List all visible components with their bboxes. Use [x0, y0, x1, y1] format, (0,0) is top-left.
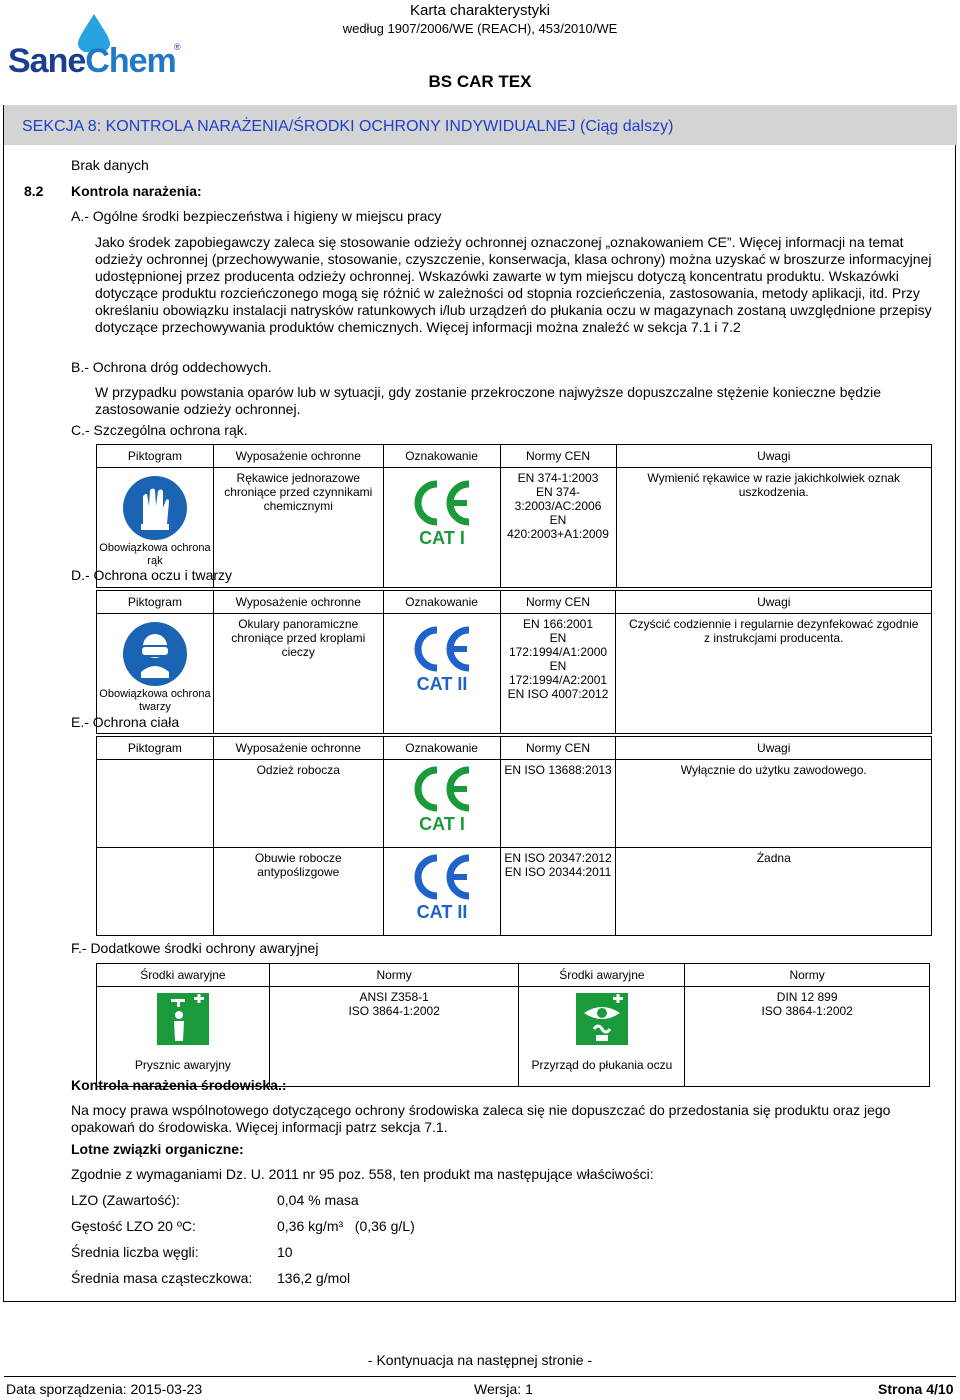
paragraph-a: Jako środek zapobiegawczy zaleca się stosowanie odzieży ochronnej oznaczonej „oznakowaniem CE”. Więcej informacji na temat odzieży ochronnej (przechowywanie, stosowanie, czyszczenie, konserwacja, klasa ochrony) można uzyskać w broszurze informacyjnej udostępnionej przez producenta odzieży ochronnej. Wskazówki zawarte w tym miejscu dotyczą koncentratu produktu. Wskazówki dotyczące produktu rozcieńczonego mogą się różnić w zależności od stopnia rozcieńczenia, zastosowania, metody aplikacji, itd. Przy określaniu obowiązku instalacji natrysków ratunkowych i/lub urządzeń do płukania oczu w magazynach zostaną uwzględnione przepisy dotyczące przechowywania produktów chemicznych. Więcej informacji można znaleźć w sekcja 7.1 i 7.2	[95, 234, 932, 335]
continuation-note: - Kontynuacja na następnej stronie -	[367, 1352, 593, 1368]
footwear-norms: EN ISO 20347:2012 EN ISO 20344:2011	[504, 851, 612, 879]
hand-remarks: Wymienić rękawice w razie jakichkolwiek oznak uszkodzenia.	[647, 471, 901, 499]
shower-label: Prysznic awaryjny	[134, 1058, 231, 1072]
eye-remarks: Czyścić codziennie i regularnie dezynfekować zgodnie z instrukcjami producenta.	[628, 617, 919, 645]
logo-registered-mark: ®	[174, 42, 181, 52]
voc-title: Lotne związki organiczne:	[71, 1141, 244, 1157]
product-name: BS CAR TEX	[428, 72, 532, 91]
eyewash-label: Przyrząd do płukania oczu	[531, 1058, 673, 1072]
table-row	[97, 760, 932, 848]
table-row	[97, 848, 932, 936]
heading-a: A.- Ogólne środki bezpieczeństwa i higieny w miejscu pracy	[71, 208, 442, 224]
footer-divider	[4, 1376, 956, 1377]
emergency-shower-icon	[157, 993, 209, 1045]
eye-protection-table	[96, 590, 932, 734]
no-data: Brak danych	[71, 157, 149, 173]
col-emergency-measure: Środki awaryjne	[97, 964, 270, 987]
hand-cat-label: CAT I	[418, 528, 465, 548]
body-cat-label: CAT I	[418, 814, 465, 834]
body-remarks: Wyłącznie do użytku zawodowego.	[680, 763, 867, 777]
eyewash-cell	[519, 987, 685, 1087]
col-emergency-norms-2: Normy	[685, 964, 930, 987]
ce-cat-ii-icon	[411, 852, 473, 922]
prop-value: 10	[277, 1244, 293, 1260]
col-norms: Normy CEN	[500, 445, 616, 468]
col-norms: Normy CEN	[500, 737, 616, 760]
footer-version: Wersja: 1	[474, 1381, 533, 1397]
shower-cell	[97, 987, 270, 1087]
document-title: Karta charakterystyki	[409, 2, 551, 19]
col-remarks: Uwagi	[616, 591, 932, 614]
gloves-icon	[123, 476, 187, 540]
prop-label: Średnia masa cząsteczkowa:	[71, 1270, 253, 1286]
footwear-equipment: Obuwie robocze antypoślizgowe	[254, 851, 342, 879]
section-header	[4, 105, 957, 145]
col-pictogram: Piktogram	[97, 445, 214, 468]
footwear-ce-mark	[383, 848, 500, 936]
heading-f: F.- Dodatkowe środki ochrony awaryjnej	[71, 940, 319, 956]
prop-value: 0,04 % masa	[277, 1192, 359, 1208]
hand-pictogram-label: Obowiązkowa ochrona rąk	[99, 542, 211, 567]
prop-label: LZO (Zawartość):	[71, 1192, 180, 1208]
hand-equipment: Rękawice jednorazowe chroniące przed czynnikami chemicznymi	[224, 471, 373, 513]
face-shield-icon	[123, 622, 187, 686]
col-norms: Normy CEN	[500, 591, 616, 614]
footer-page: Strona 4/10	[878, 1381, 954, 1397]
body-ce-mark	[383, 760, 500, 848]
ce-cat-i-icon	[411, 478, 473, 548]
voc-text: Zgodnie z wymaganiami Dz. U. 2011 nr 95 poz. 558, ten produkt ma następujące właściwości:	[71, 1166, 654, 1182]
document-subtitle: według 1907/2006/WE (REACH), 453/2010/WE	[342, 21, 618, 36]
section-title: SEKCJA 8: KONTROLA NARAŻENIA/ŚRODKI OCHRONY INDYWIDUALNEJ (Ciąg dalszy)	[22, 118, 674, 135]
body-protection-table	[96, 736, 932, 936]
footwear-cat-label: CAT II	[416, 902, 467, 922]
eye-cat-label: CAT II	[416, 674, 467, 694]
eye-equipment: Okulary panoramiczne chroniące przed kroplami cieczy	[231, 617, 366, 659]
eyewash-norms: DIN 12 899 ISO 3864-1:2002	[761, 990, 853, 1018]
body-equipment: Odzież robocza	[256, 763, 340, 777]
heading-c: C.- Szczególna ochrona rąk.	[71, 422, 248, 438]
col-pictogram: Piktogram	[97, 737, 214, 760]
paragraph-b: W przypadku powstania oparów lub w sytuacji, gdy zostanie przekroczone najwyższe dopuszczalne stężenie konieczne będzie zastosowanie odzieży ochronnej.	[95, 384, 881, 417]
prop-value: 0,36 kg/m³ (0,36 g/L)	[277, 1218, 415, 1234]
heading-b: B.- Ochrona dróg oddechowych.	[71, 359, 272, 375]
footwear-remarks: Żadna	[756, 851, 791, 865]
ce-cat-ii-icon	[411, 624, 473, 694]
logo-wordmark: SaneChem	[8, 42, 176, 80]
eye-pictogram-label: Obowiązkowa ochrona twarzy	[99, 688, 211, 713]
prop-label: Średnia liczba węgli:	[71, 1244, 199, 1260]
col-equipment: Wyposażenie ochronne	[213, 591, 383, 614]
hand-norms: EN 374-1:2003 EN 374-3:2003/AC:2006 EN 420:2003+A1:2009	[507, 471, 609, 541]
col-remarks: Uwagi	[616, 445, 932, 468]
heading-d: D.- Ochrona oczu i twarzy	[71, 567, 233, 583]
hand-ce-mark	[383, 468, 500, 588]
ce-cat-i-icon	[411, 764, 473, 834]
footer-date: Data sporządzenia: 2015-03-23	[6, 1381, 203, 1397]
col-equipment: Wyposażenie ochronne	[213, 445, 383, 468]
subsection-title: Kontrola narażenia:	[71, 183, 202, 199]
col-marking: Oznakowanie	[383, 591, 500, 614]
col-emergency-norms: Normy	[269, 964, 519, 987]
prop-label: Gęstość LZO 20 ºC:	[71, 1218, 196, 1234]
shower-norms: ANSI Z358-1 ISO 3864-1:2002	[348, 990, 440, 1018]
eye-ce-mark	[383, 614, 500, 734]
col-marking: Oznakowanie	[383, 737, 500, 760]
col-remarks: Uwagi	[616, 737, 932, 760]
col-pictogram: Piktogram	[97, 591, 214, 614]
body-norms: EN ISO 13688:2013	[504, 763, 612, 777]
prop-value: 136,2 g/mol	[277, 1270, 351, 1286]
col-equipment: Wyposażenie ochronne	[213, 737, 383, 760]
emergency-table	[96, 963, 930, 1087]
heading-e: E.- Ochrona ciała	[71, 714, 180, 730]
col-marking: Oznakowanie	[383, 445, 500, 468]
col-emergency-measure-2: Środki awaryjne	[519, 964, 685, 987]
subsection-number: 8.2	[24, 183, 44, 199]
env-text: Na mocy prawa wspólnotowego dotyczącego ochrony środowiska zaleca się nie dopuszczać do przedostania się produktu oraz jego opakowań do środowiska. Więcej informacji patrz sekcja 7.1.	[71, 1102, 891, 1135]
eye-norms: EN 166:2001 EN 172:1994/A1:2000 EN 172:1994/A2:2001 EN ISO 4007:2012	[507, 617, 609, 701]
eyewash-icon	[576, 993, 628, 1045]
env-title: Kontrola narażenia środowiska.:	[71, 1077, 287, 1093]
